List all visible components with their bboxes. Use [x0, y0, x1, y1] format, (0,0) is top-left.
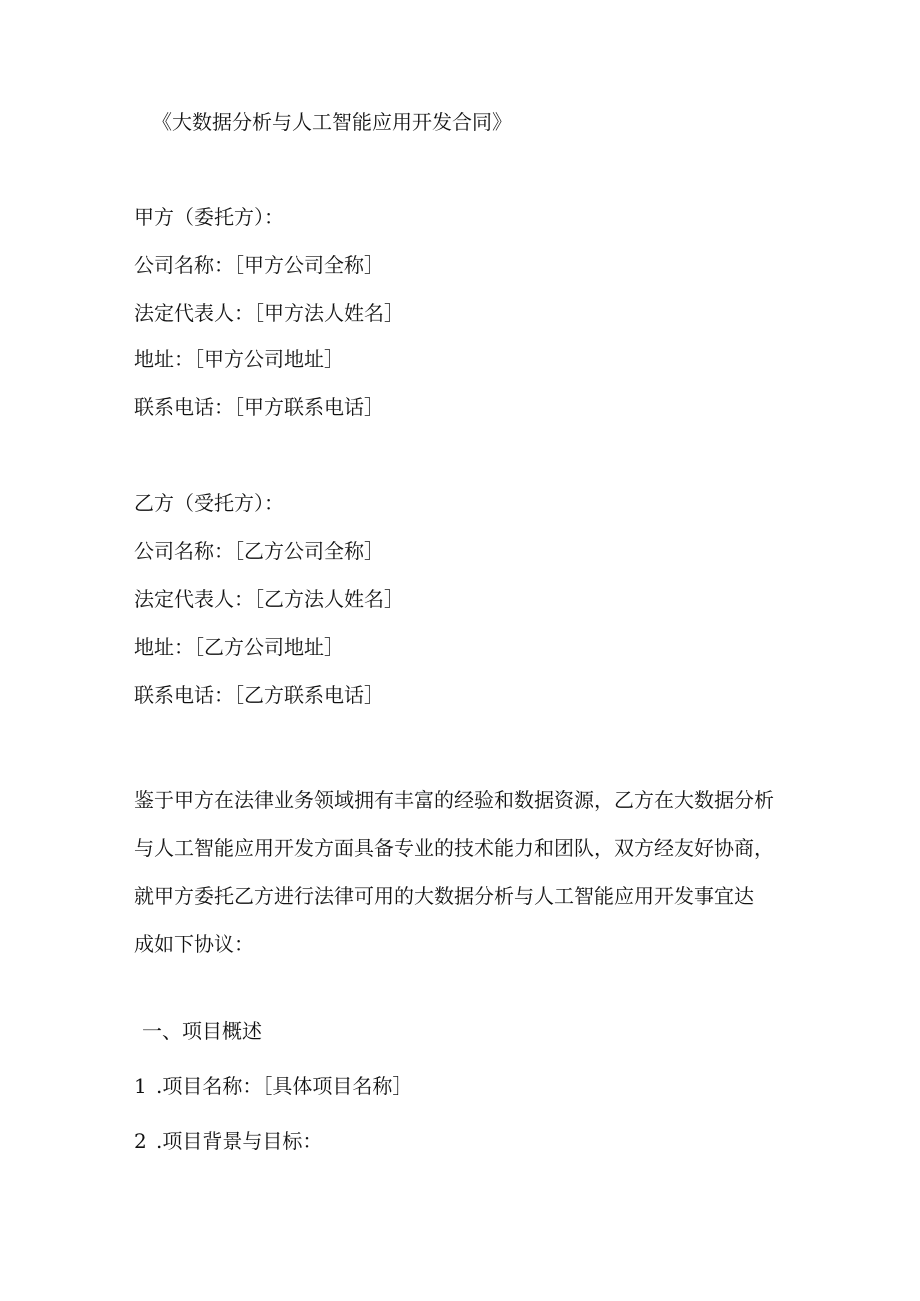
preamble-line: 鉴于甲方在法律业务领域拥有丰富的经验和数据资源，乙方在大数据分析 — [134, 788, 774, 812]
party-b-address: 地址：［乙方公司地址］ — [134, 635, 344, 659]
party-a-phone: 联系电话：［甲方联系电话］ — [134, 395, 384, 419]
party-b-company-name: 公司名称：［乙方公司全称］ — [134, 539, 384, 563]
party-b-legal-rep: 法定代表人：［乙方法人姓名］ — [134, 587, 404, 611]
party-b-phone: 联系电话：［乙方联系电话］ — [134, 683, 384, 707]
item-number: 2 — [134, 1129, 147, 1153]
list-item — [134, 1072, 412, 1100]
preamble-line: 成如下协议： — [134, 932, 254, 956]
party-a-heading: 甲方（委托方）： — [134, 205, 284, 229]
list-item — [134, 1127, 322, 1155]
preamble-line: 就甲方委托乙方进行法律可用的大数据分析与人工智能应用开发事宜达 — [134, 884, 754, 908]
party-b-heading: 乙方（受托方）： — [134, 491, 284, 515]
item-text: .项目背景与目标： — [156, 1129, 323, 1153]
item-text: .项目名称：［具体项目名称］ — [156, 1074, 413, 1098]
preamble-paragraph — [134, 776, 784, 968]
section-heading: 一、项目概述 — [142, 1019, 262, 1043]
party-a-company-name: 公司名称：［甲方公司全称］ — [134, 253, 384, 277]
party-a-legal-rep: 法定代表人：［甲方法人姓名］ — [134, 301, 404, 325]
document-title: 《大数据分析与人工智能应用开发合同》 — [152, 110, 512, 134]
party-a-address: 地址：［甲方公司地址］ — [134, 347, 344, 371]
item-number: 1 — [134, 1074, 147, 1098]
preamble-line: 与人工智能应用开发方面具备专业的技术能力和团队，双方经友好协商， — [134, 836, 774, 860]
